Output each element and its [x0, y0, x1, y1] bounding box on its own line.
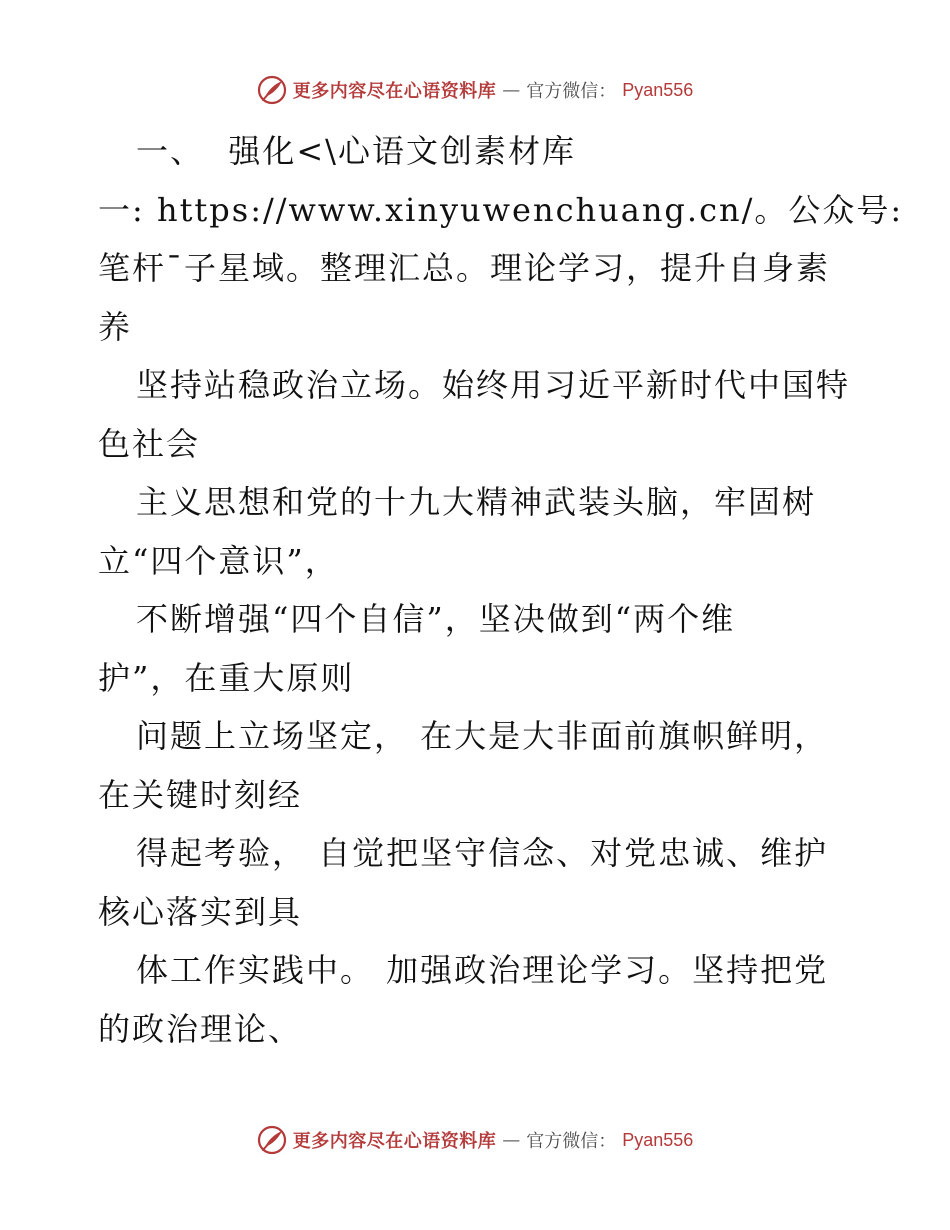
footer-watermark [0, 1120, 950, 1160]
watermark-wechat-label: 官方微信： [526, 81, 617, 102]
text-line: 坚持站稳政治立场。始终用习近平新时代中国特 [136, 366, 851, 404]
watermark-brand-text: 更多内容尽在心语资料库 [292, 81, 497, 102]
watermark-brand-text: 更多内容尽在心语资料库 [292, 1131, 497, 1152]
text-line: 问题上立场坚定， 在大是大非面前旗帜鲜明， [136, 717, 829, 755]
text-line: 主义思想和党的十九大精神武装头脑，牢固树 [136, 483, 817, 521]
watermark-wechat-id: Pyan556 [622, 1129, 694, 1150]
text-line: 得起考验， 自觉把坚守信念、对党忠诚、维护 [136, 834, 829, 872]
text-line: 笔杆¯子星域。整理汇总。理论学习，提升自身素 [98, 249, 831, 287]
text-line: 色社会 [98, 424, 201, 463]
watermark-separator: — [502, 1129, 521, 1151]
text-line: 养 [98, 307, 133, 346]
watermark-wechat-id: Pyan556 [622, 79, 694, 100]
text-line: 一: https://www.xinyuwenchuang.cn/。公众号: [98, 190, 904, 229]
watermark-separator: — [502, 79, 521, 101]
feather-quill-logo-icon [257, 1125, 287, 1155]
text-line: 体工作实践中。 加强政治理论学习。坚持把党 [136, 951, 829, 989]
text-line: 的政治理论、 [98, 1009, 303, 1048]
text-line: 核心落实到具 [98, 892, 303, 931]
text-line: 护”，在重大原则 [98, 658, 355, 697]
document-body [98, 122, 904, 1058]
text-line: 不断增强“四个自信”，坚决做到“两个维 [136, 600, 736, 638]
text-line: 立“四个意识”， [98, 541, 339, 580]
text-line: 在关键时刻经 [98, 775, 303, 814]
header-watermark [0, 70, 950, 110]
feather-quill-logo-icon [257, 75, 287, 105]
watermark-wechat-label: 官方微信： [526, 1131, 617, 1152]
section-heading: 一、 强化<\心语文创素材库 [136, 132, 576, 170]
